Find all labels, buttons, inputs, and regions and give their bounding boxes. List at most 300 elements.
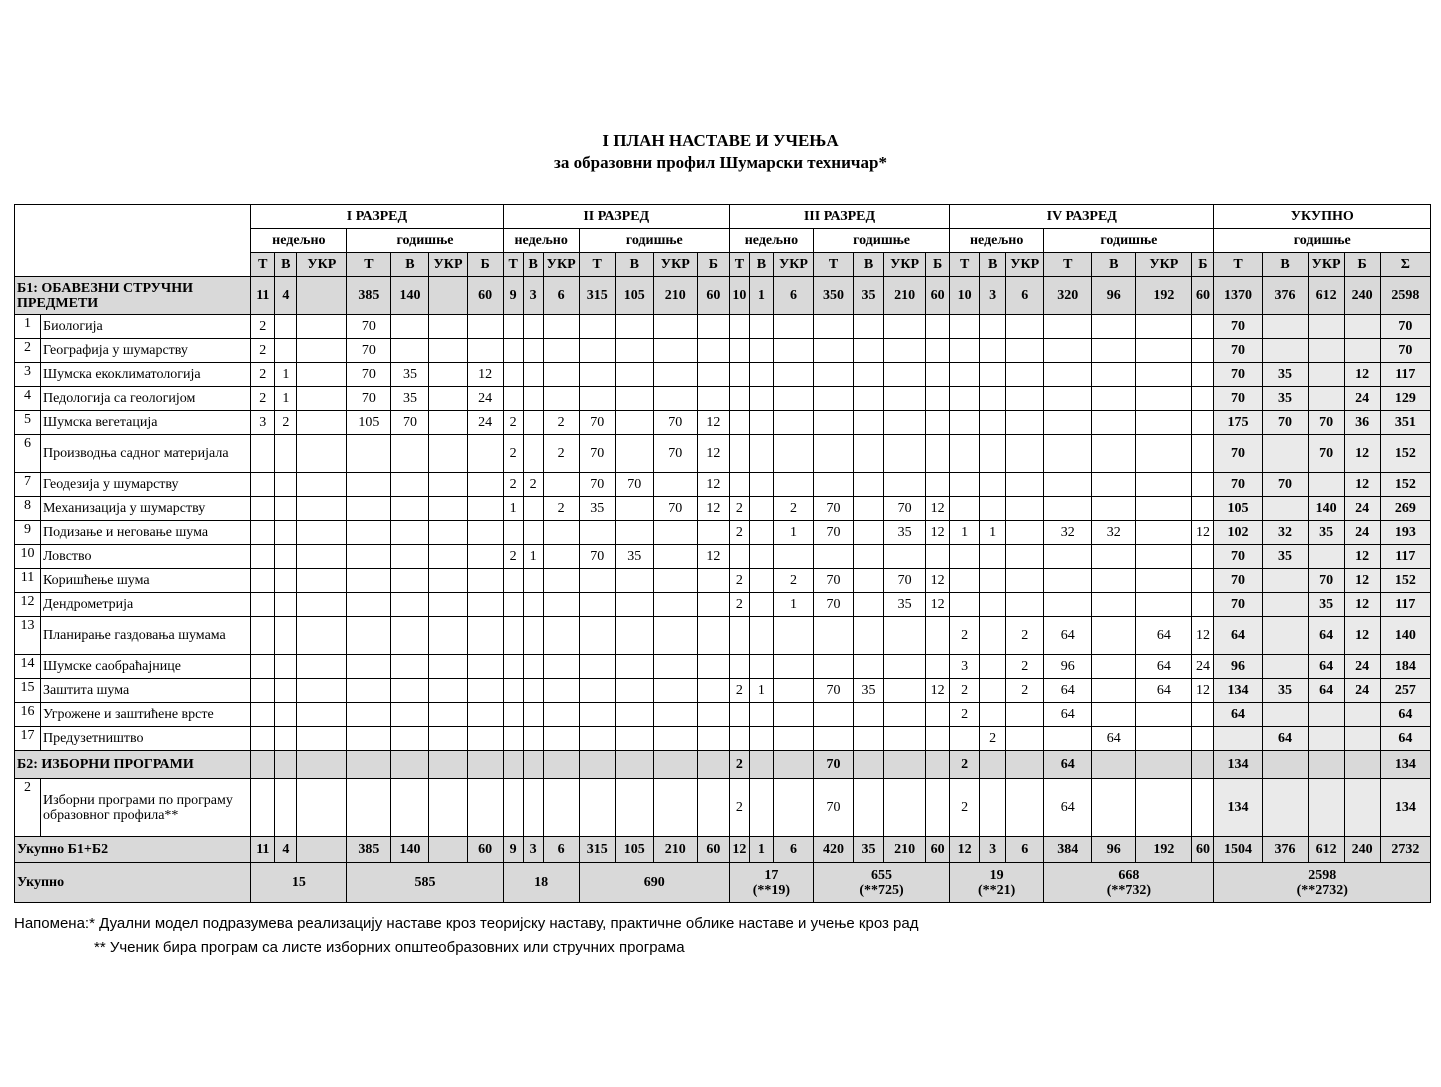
- section-b1-cell: 60: [1192, 277, 1214, 315]
- subject-cell: [1006, 339, 1044, 363]
- subject-cell: 35: [391, 387, 429, 411]
- subject-cell: [347, 593, 391, 617]
- subject-cell: [297, 569, 347, 593]
- section-b1-cell: 4: [275, 277, 297, 315]
- sum-b1b2-cell: 1504: [1214, 837, 1262, 863]
- subject-cell: [1044, 473, 1092, 497]
- weekly-header: недељно: [729, 229, 813, 253]
- subject-cell: [615, 521, 653, 545]
- subject-cell: [391, 315, 429, 339]
- subject-cell: [950, 315, 980, 339]
- sum-b1b2-cell: 12: [729, 837, 749, 863]
- subject-cell: [1006, 387, 1044, 411]
- subject-cell: [391, 593, 429, 617]
- subject-cell: 70: [813, 497, 853, 521]
- subject-cell: 35: [884, 593, 926, 617]
- column-header: Б: [697, 253, 729, 277]
- sum-b1b2-cell: 240: [1344, 837, 1380, 863]
- subject-cell: [653, 569, 697, 593]
- subject-cell: 152: [1380, 569, 1430, 593]
- subject-cell: 2: [773, 569, 813, 593]
- subject-cell: [251, 435, 275, 473]
- subject-cell: [467, 339, 503, 363]
- subject-cell: [391, 435, 429, 473]
- subject-cell: [429, 727, 467, 751]
- subject-cell: [615, 339, 653, 363]
- subject-cell: [251, 679, 275, 703]
- subject-cell: [1192, 473, 1214, 497]
- subject-cell: 64: [1380, 727, 1430, 751]
- section-b2-cell: [297, 751, 347, 779]
- yearly-header: годишње: [579, 229, 729, 253]
- subject-cell: [543, 703, 579, 727]
- section-b1-cell: 11: [251, 277, 275, 315]
- table-row: [15, 339, 1431, 363]
- subject-cell: [749, 593, 773, 617]
- subject-cell: 64: [1380, 703, 1430, 727]
- subject-cell: [813, 339, 853, 363]
- section-b1-cell: 350: [813, 277, 853, 315]
- subject-cell: [579, 593, 615, 617]
- subject-cell: 117: [1380, 363, 1430, 387]
- subject-cell: [697, 315, 729, 339]
- subject-cell: 2: [950, 779, 980, 837]
- subject-number: 3: [15, 363, 41, 387]
- table-row: [15, 863, 1431, 903]
- section-b1-cell: 210: [653, 277, 697, 315]
- subject-cell: [347, 521, 391, 545]
- subject-cell: [854, 521, 884, 545]
- table-row: [15, 315, 1431, 339]
- subject-cell: [467, 679, 503, 703]
- section-b2-cell: [1308, 751, 1344, 779]
- subject-cell: 134: [1214, 779, 1262, 837]
- subject-cell: [1006, 545, 1044, 569]
- subject-cell: [854, 545, 884, 569]
- section-b1-cell: 2598: [1380, 277, 1430, 315]
- column-header: УКР: [884, 253, 926, 277]
- subject-cell: [1308, 473, 1344, 497]
- subject-cell: [391, 339, 429, 363]
- table-row: [15, 617, 1431, 655]
- subject-cell: [884, 779, 926, 837]
- subject-cell: 64: [1308, 655, 1344, 679]
- subject-cell: 1: [275, 363, 297, 387]
- section-b2-cell: [1136, 751, 1192, 779]
- subject-cell: [297, 655, 347, 679]
- subject-cell: 2: [503, 473, 523, 497]
- subject-cell: [429, 779, 467, 837]
- subject-cell: [773, 411, 813, 435]
- subject-cell: [749, 521, 773, 545]
- subject-cell: [749, 545, 773, 569]
- subject-cell: [884, 435, 926, 473]
- column-header: В: [1092, 253, 1136, 277]
- subject-cell: 32: [1262, 521, 1308, 545]
- subject-cell: [980, 779, 1006, 837]
- subject-cell: [950, 545, 980, 569]
- subject-cell: 70: [347, 339, 391, 363]
- subject-cell: [251, 727, 275, 751]
- subject-cell: [884, 679, 926, 703]
- subject-cell: 2: [543, 497, 579, 521]
- subject-cell: [1192, 497, 1214, 521]
- section-b1-cell: [429, 277, 467, 315]
- subject-number: 16: [15, 703, 41, 727]
- subject-cell: 70: [1214, 315, 1262, 339]
- sum-b1b2-cell: 60: [1192, 837, 1214, 863]
- subject-cell: [773, 679, 813, 703]
- subject-cell: [1092, 593, 1136, 617]
- subject-number: 10: [15, 545, 41, 569]
- weekly-header: недељно: [950, 229, 1044, 253]
- table-row: [15, 435, 1431, 473]
- subject-cell: 35: [391, 363, 429, 387]
- sum-b1b2-cell: 60: [697, 837, 729, 863]
- subject-name: Шумска вегетација: [41, 411, 251, 435]
- section-b2-cell: [884, 751, 926, 779]
- column-header: Т: [503, 253, 523, 277]
- subject-name: Ловство: [41, 545, 251, 569]
- subject-cell: [729, 315, 749, 339]
- subject-cell: 64: [1136, 617, 1192, 655]
- subject-cell: [1192, 339, 1214, 363]
- section-b2-cell: [854, 751, 884, 779]
- subject-cell: [429, 679, 467, 703]
- total-value: 17: [764, 867, 779, 883]
- subject-cell: [980, 315, 1006, 339]
- subject-cell: [729, 617, 749, 655]
- subject-cell: 134: [1380, 779, 1430, 837]
- subject-cell: [653, 315, 697, 339]
- subject-cell: [773, 655, 813, 679]
- column-header: Т: [1214, 253, 1262, 277]
- subject-cell: 70: [1214, 593, 1262, 617]
- subject-cell: 2: [729, 569, 749, 593]
- subject-cell: 1: [773, 593, 813, 617]
- subject-cell: [854, 363, 884, 387]
- subject-cell: 1: [523, 545, 543, 569]
- yearly-header: годишње: [1044, 229, 1214, 253]
- subject-cell: [523, 339, 543, 363]
- table-row: [15, 545, 1431, 569]
- subject-cell: [523, 703, 543, 727]
- subject-cell: [503, 779, 523, 837]
- subject-cell: [697, 703, 729, 727]
- subject-cell: 70: [347, 387, 391, 411]
- subject-cell: [813, 363, 853, 387]
- subject-cell: [950, 593, 980, 617]
- column-header: УКР: [773, 253, 813, 277]
- section-b1-cell: 385: [347, 277, 391, 315]
- subject-cell: [749, 727, 773, 751]
- subject-cell: 70: [653, 435, 697, 473]
- sum-b1b2-cell: 612: [1308, 837, 1344, 863]
- subject-cell: [653, 703, 697, 727]
- subject-cell: 35: [1262, 545, 1308, 569]
- section-b1-cell: 1370: [1214, 277, 1262, 315]
- subject-cell: [1136, 545, 1192, 569]
- subject-cell: 70: [884, 497, 926, 521]
- subject-cell: [1136, 435, 1192, 473]
- subject-name: Коришћење шума: [41, 569, 251, 593]
- subject-cell: 2: [729, 593, 749, 617]
- subject-cell: [467, 473, 503, 497]
- subject-cell: [1044, 411, 1092, 435]
- subject-cell: 12: [926, 497, 950, 521]
- subject-number: 7: [15, 473, 41, 497]
- section-b2-cell: [523, 751, 543, 779]
- subject-cell: [1136, 473, 1192, 497]
- subject-cell: [773, 473, 813, 497]
- total-value-alt: (**2732): [1296, 882, 1348, 898]
- subject-cell: [749, 411, 773, 435]
- subject-cell: [773, 435, 813, 473]
- subject-cell: 257: [1380, 679, 1430, 703]
- section-b1-cell: 96: [1092, 277, 1136, 315]
- subject-cell: [1092, 779, 1136, 837]
- subject-cell: [1092, 545, 1136, 569]
- subject-cell: [523, 679, 543, 703]
- grade-header: IV РАЗРЕД: [950, 205, 1214, 229]
- sum-b1b2-cell: 315: [579, 837, 615, 863]
- subject-cell: [275, 679, 297, 703]
- subject-cell: [615, 679, 653, 703]
- subject-cell: [653, 727, 697, 751]
- subject-cell: 24: [1344, 521, 1380, 545]
- subject-cell: [347, 435, 391, 473]
- section-b1-cell: 6: [543, 277, 579, 315]
- subject-cell: [251, 497, 275, 521]
- subject-cell: [391, 545, 429, 569]
- subject-cell: [615, 703, 653, 727]
- subject-cell: 2: [980, 727, 1006, 751]
- subject-cell: 2: [503, 411, 523, 435]
- subject-cell: [854, 473, 884, 497]
- subject-cell: [429, 521, 467, 545]
- column-header: УКР: [653, 253, 697, 277]
- subject-cell: [697, 593, 729, 617]
- subject-cell: [615, 411, 653, 435]
- subject-cell: [1136, 727, 1192, 751]
- subject-cell: 351: [1380, 411, 1430, 435]
- subject-cell: 2: [950, 703, 980, 727]
- subject-cell: [275, 569, 297, 593]
- subject-cell: [347, 545, 391, 569]
- subject-cell: 12: [467, 363, 503, 387]
- subject-name: Биологија: [41, 315, 251, 339]
- subject-cell: [884, 339, 926, 363]
- grade-header: II РАЗРЕД: [503, 205, 729, 229]
- subject-cell: [391, 497, 429, 521]
- subject-cell: [347, 497, 391, 521]
- subject-cell: 2: [503, 435, 523, 473]
- subject-cell: [950, 727, 980, 751]
- subject-cell: [543, 593, 579, 617]
- subject-cell: [653, 545, 697, 569]
- section-b2-cell: [1092, 751, 1136, 779]
- subject-cell: 134: [1214, 679, 1262, 703]
- subject-cell: [297, 521, 347, 545]
- subject-cell: [1044, 727, 1092, 751]
- subject-cell: [749, 315, 773, 339]
- subject-cell: [523, 569, 543, 593]
- section-b1-cell: 320: [1044, 277, 1092, 315]
- subject-cell: [1262, 779, 1308, 837]
- subject-cell: [429, 655, 467, 679]
- subject-cell: 12: [926, 521, 950, 545]
- subject-cell: [1344, 339, 1380, 363]
- total-label: Укупно: [15, 863, 251, 903]
- subject-cell: [980, 497, 1006, 521]
- section-b1-cell: 6: [1006, 277, 1044, 315]
- subject-cell: [773, 779, 813, 837]
- section-b1-cell: 140: [391, 277, 429, 315]
- subject-cell: [347, 655, 391, 679]
- subject-cell: [980, 569, 1006, 593]
- total-g4-week: [950, 863, 1044, 903]
- subject-cell: [391, 679, 429, 703]
- subject-number: 17: [15, 727, 41, 751]
- subject-cell: 12: [1344, 473, 1380, 497]
- subject-cell: 1: [749, 679, 773, 703]
- subject-cell: [275, 703, 297, 727]
- section-b1-cell: 9: [503, 277, 523, 315]
- subject-number: 8: [15, 497, 41, 521]
- subject-cell: [854, 655, 884, 679]
- subject-cell: [1044, 315, 1092, 339]
- subject-cell: 96: [1214, 655, 1262, 679]
- subject-cell: [523, 521, 543, 545]
- subject-cell: [926, 315, 950, 339]
- subject-cell: [429, 497, 467, 521]
- subject-cell: 2: [1006, 679, 1044, 703]
- subject-cell: [980, 679, 1006, 703]
- section-b1-cell: [297, 277, 347, 315]
- subject-cell: 70: [1380, 315, 1430, 339]
- subject-cell: [1344, 315, 1380, 339]
- subject-cell: [1262, 569, 1308, 593]
- subject-cell: [749, 617, 773, 655]
- subject-cell: [697, 727, 729, 751]
- subject-cell: [543, 545, 579, 569]
- subject-cell: 35: [1262, 387, 1308, 411]
- subject-cell: [467, 569, 503, 593]
- subject-cell: [429, 315, 467, 339]
- subject-cell: [980, 703, 1006, 727]
- subject-cell: [1192, 779, 1214, 837]
- subject-cell: 70: [1214, 473, 1262, 497]
- subject-cell: [1262, 703, 1308, 727]
- subject-cell: [729, 339, 749, 363]
- section-b2-cell: 134: [1380, 751, 1430, 779]
- sum-b1b2-cell: 2732: [1380, 837, 1430, 863]
- subject-cell: [579, 727, 615, 751]
- subject-cell: [579, 569, 615, 593]
- subject-cell: [503, 569, 523, 593]
- subject-cell: 12: [1344, 617, 1380, 655]
- subject-cell: [615, 617, 653, 655]
- subject-cell: 12: [697, 411, 729, 435]
- subject-cell: [391, 779, 429, 837]
- subject-cell: [813, 411, 853, 435]
- subject-name: Угрожене и заштићене врсте: [41, 703, 251, 727]
- total-value-alt: (**732): [1106, 882, 1152, 898]
- total-value: 15: [291, 875, 306, 890]
- subject-cell: [1044, 569, 1092, 593]
- subject-cell: [503, 703, 523, 727]
- curriculum-table: [14, 204, 1431, 903]
- total-g3-week: [729, 863, 813, 903]
- subject-cell: [854, 703, 884, 727]
- sum-b1b2-cell: 420: [813, 837, 853, 863]
- subject-cell: [729, 703, 749, 727]
- subject-cell: 12: [697, 435, 729, 473]
- subject-cell: [1192, 315, 1214, 339]
- subject-cell: [1308, 545, 1344, 569]
- subject-cell: 2: [1006, 655, 1044, 679]
- subject-cell: [926, 387, 950, 411]
- footnote-1: Напомена:* Дуални модел подразумева реализацију наставе кроз теоријску наставу, практичне облике наставе и учење кроз рад: [14, 915, 919, 932]
- subject-cell: 2: [1006, 617, 1044, 655]
- subject-cell: 2: [773, 497, 813, 521]
- subject-cell: [1136, 593, 1192, 617]
- subject-cell: [297, 703, 347, 727]
- subject-cell: [697, 779, 729, 837]
- subject-cell: [926, 363, 950, 387]
- title-line-2: за образовни профил Шумарски техничар*: [554, 153, 887, 172]
- subject-cell: [1006, 411, 1044, 435]
- subject-cell: [729, 435, 749, 473]
- subject-cell: [467, 593, 503, 617]
- subject-cell: 70: [813, 679, 853, 703]
- subject-cell: 2: [251, 387, 275, 411]
- subject-cell: [429, 473, 467, 497]
- subject-cell: [980, 339, 1006, 363]
- subject-cell: [523, 617, 543, 655]
- total-value-alt: (**19): [752, 882, 791, 898]
- subject-cell: 35: [1262, 679, 1308, 703]
- section-b1-cell: 6: [773, 277, 813, 315]
- subject-cell: 64: [1136, 679, 1192, 703]
- subject-cell: [1092, 703, 1136, 727]
- subject-cell: [251, 655, 275, 679]
- subject-cell: [1262, 593, 1308, 617]
- subject-cell: [297, 545, 347, 569]
- table-row: [15, 679, 1431, 703]
- subject-cell: 64: [1308, 617, 1344, 655]
- subject-cell: [653, 521, 697, 545]
- subject-cell: [297, 593, 347, 617]
- subject-cell: [653, 473, 697, 497]
- section-b1-cell: 60: [697, 277, 729, 315]
- subject-cell: [297, 617, 347, 655]
- subject-cell: 64: [1136, 655, 1192, 679]
- subject-cell: [297, 411, 347, 435]
- section-b1-cell: 60: [467, 277, 503, 315]
- subject-cell: [1192, 727, 1214, 751]
- subject-cell: [1092, 387, 1136, 411]
- sum-b1b2-cell: 384: [1044, 837, 1092, 863]
- subject-cell: [251, 617, 275, 655]
- subject-number: 15: [15, 679, 41, 703]
- subject-name: Географија у шумарству: [41, 339, 251, 363]
- subject-cell: 2: [729, 779, 749, 837]
- weekly-header: недељно: [251, 229, 347, 253]
- subject-cell: [1006, 315, 1044, 339]
- subject-cell: [1006, 435, 1044, 473]
- subject-cell: [773, 703, 813, 727]
